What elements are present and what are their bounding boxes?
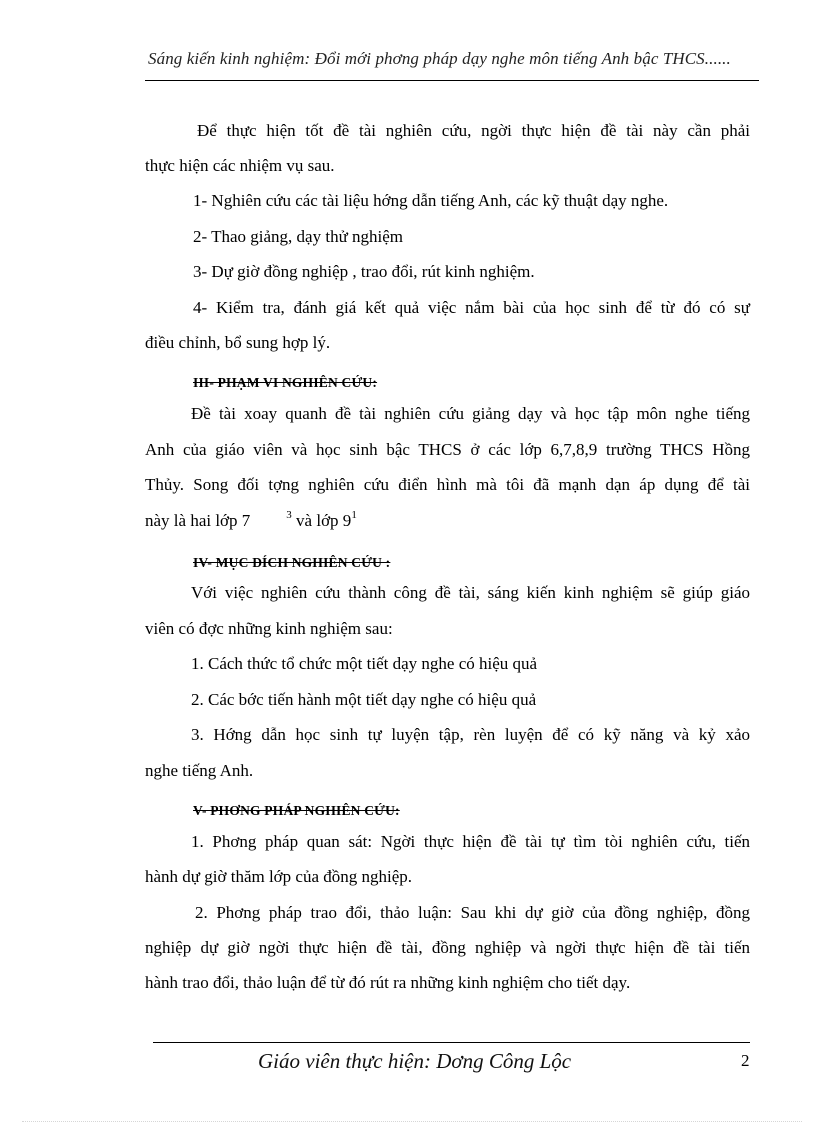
section-3-line-4 — [145, 511, 357, 533]
section-3-heading: III- PHẠM VI NGHIÊN CỨU: — [193, 375, 378, 390]
section-3-line-4-text: này là hai lớp 7 — [145, 511, 251, 530]
section-3-line-3: Thủy. Song đối tợng nghiên cứu điển hình mà tôi đã mạnh dạn áp dụng để tài — [145, 475, 750, 494]
tasks-intro-line-1: Để thực hiện tốt đề tài nghiên cứu, ngời thực hiện đề tài này cần phải — [197, 121, 750, 140]
header-divider — [145, 80, 759, 81]
method-item-1-line-2: hành dự giờ thăm lớp của đồng nghiệp. — [145, 867, 413, 886]
objective-item-3-line-2: nghe tiếng Anh. — [145, 761, 254, 780]
footer-divider — [153, 1042, 750, 1043]
class-9-superscript: 1 — [351, 509, 357, 521]
objective-item-3-line-1: 3. Hớng dẫn học sinh tự luyện tập, rèn luyện để có kỹ năng và kỷ xảo — [191, 725, 750, 744]
section-3-line-2: Anh của giáo viên và học sinh bậc THCS ở các lớp 6,7,8,9 trường THCS Hồng — [145, 440, 750, 459]
section-4-line-1: Với việc nghiên cứu thành công đề tài, sáng kiến kinh nghiệm sẽ giúp giáo — [191, 583, 750, 602]
section-5-heading: V- PHƠNG PHÁP NGHIÊN CỨU: — [193, 803, 400, 818]
section-3-line-1: Đề tài xoay quanh đề tài nghiên cứu giảng dạy và học tập môn nghe tiếng — [191, 404, 750, 423]
method-item-2-line-3: hành trao đổi, thảo luận để từ đó rút ra những kinh nghiệm cho tiết dạy. — [145, 973, 631, 992]
objective-item-2: 2. Các bớc tiến hành một tiết dạy nghe có hiệu quả — [191, 690, 537, 709]
task-item-2: 2- Thao giảng, dạy thử nghiệm — [193, 227, 404, 246]
task-item-3: 3- Dự giờ đồng nghiệp , trao đổi, rút kinh nghiệm. — [193, 262, 535, 281]
section-4-line-2: viên có đợc những kinh nghiệm sau: — [145, 619, 393, 638]
method-item-2-line-1: 2. Phơng pháp trao đổi, thảo luận: Sau khi dự giờ của đồng nghiệp, đồng — [195, 903, 750, 922]
task-item-4-line-2: điều chỉnh, bổ sung hợp lý. — [145, 333, 331, 352]
task-item-1: 1- Nghiên cứu các tài liệu hớng dẫn tiếng Anh, các kỹ thuật dạy nghe. — [193, 191, 669, 210]
method-item-1-line-1: 1. Phơng pháp quan sát: Ngời thực hiện đề tài tự tìm tòi nghiên cứu, tiến — [191, 832, 750, 851]
footer-author: Giáo viên thực hiện: Dơng Công Lộc — [258, 1049, 572, 1073]
section-4-heading: IV- MỤC ĐÍCH NGHIÊN CỨU : — [193, 555, 391, 570]
page-bottom-dotted-border — [22, 1121, 802, 1122]
method-item-2-line-2: nghiệp dự giờ ngời thực hiện đề tài, đồng nghiệp và ngời thực hiện đề tài tiến — [145, 938, 750, 957]
page-number: 2 — [741, 1051, 750, 1070]
section-3-line-4-mid: và lớp 9 — [291, 511, 352, 530]
objective-item-1: 1. Cách thức tổ chức một tiết dạy nghe có hiệu quả — [191, 654, 538, 673]
tasks-intro-line-2: thực hiện các nhiệm vụ sau. — [145, 156, 335, 175]
class-7-superscript: 3 — [286, 509, 292, 521]
running-header: Sáng kiến kinh nghiệm: Đổi mới phơng pháp dạy nghe môn tiếng Anh bậc THCS...... — [148, 49, 731, 68]
task-item-4-line-1: 4- Kiểm tra, đánh giá kết quả việc nắm bài của học sinh để từ đó có sự — [193, 298, 750, 317]
